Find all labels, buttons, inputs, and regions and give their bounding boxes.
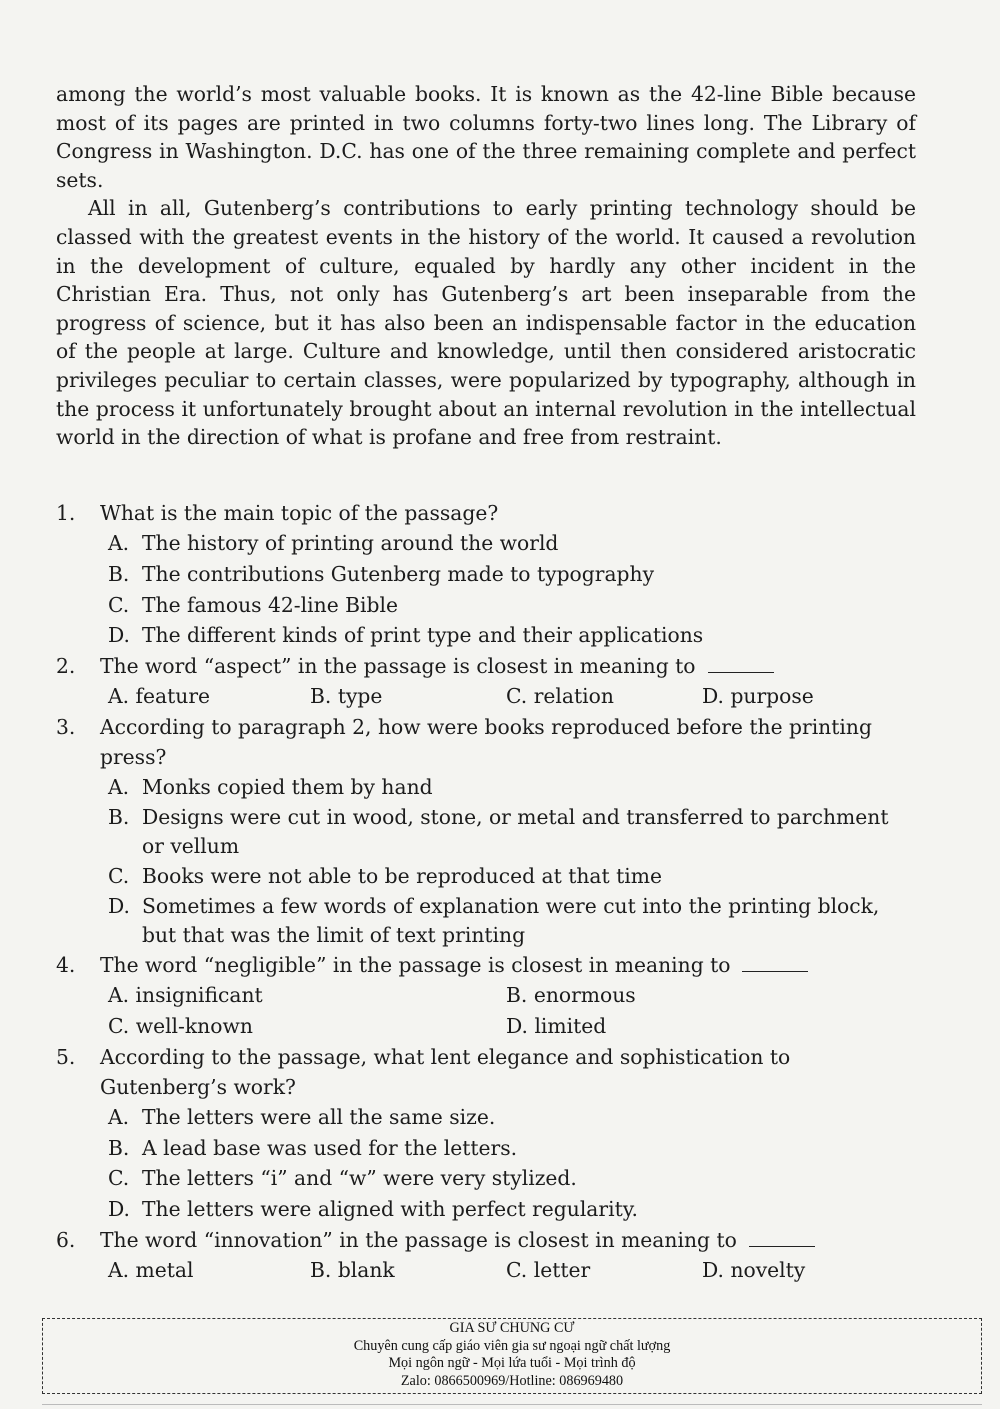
question-stem: According to paragraph 2, how were books reproduced before the printing press?: [100, 715, 872, 770]
option-c[interactable]: [56, 861, 916, 892]
option-text: The letters “i” and “w” were very stylized.: [142, 1166, 577, 1191]
option-text: Designs were cut in wood, stone, or metal and transferred to parchment or vellum: [142, 804, 889, 858]
option-c[interactable]: [56, 590, 916, 621]
option-text: A lead base was used for the letters.: [142, 1135, 518, 1160]
option-text: well-known: [135, 1013, 253, 1038]
option-letter: A.: [108, 531, 130, 555]
bottom-divider: [42, 1404, 982, 1405]
option-text: The famous 42-line Bible: [142, 592, 399, 617]
question-list: [56, 498, 916, 1286]
option-letter: C.: [506, 1257, 528, 1282]
option-letter: C.: [108, 1166, 130, 1191]
question-5: [56, 1042, 916, 1225]
option-letter: C.: [108, 863, 130, 888]
option-letter: D.: [108, 893, 130, 918]
option-text: The different kinds of print type and their applications: [142, 623, 704, 648]
footer-line-2: Mọi ngôn ngữ - Mọi lứa tuổi - Mọi trình độ: [388, 1355, 636, 1372]
question-number: 3.: [56, 715, 76, 740]
option-c[interactable]: [506, 1255, 702, 1286]
question-1: [56, 498, 916, 651]
option-letter: A.: [108, 775, 130, 800]
option-c[interactable]: [108, 1011, 506, 1042]
option-letter: D.: [506, 1013, 528, 1038]
option-text: purpose: [730, 684, 814, 709]
option-letter: A.: [108, 1104, 130, 1129]
question-stem: According to the passage, what lent elegance and sophistication to Gutenberg’s work?: [100, 1044, 791, 1099]
option-c[interactable]: [506, 681, 702, 712]
option-letter: B.: [310, 1257, 332, 1282]
option-letter: A.: [108, 1257, 130, 1282]
question-2: [56, 651, 916, 712]
option-b[interactable]: [56, 803, 916, 861]
option-text: blank: [337, 1257, 395, 1282]
question-number: 5.: [56, 1044, 76, 1069]
option-text: Books were not able to be reproduced at that time: [142, 863, 662, 888]
option-a[interactable]: [56, 772, 916, 803]
option-text: Sometimes a few words of explanation were cut into the printing block, but that was the limit of text printing: [142, 893, 880, 947]
option-text: type: [337, 684, 383, 709]
option-letter: D.: [108, 623, 130, 648]
question-stem: What is the main topic of the passage?: [100, 501, 499, 525]
question-number: 2.: [56, 654, 76, 679]
option-d[interactable]: [56, 1194, 916, 1225]
option-b[interactable]: [506, 980, 886, 1011]
option-text: The letters were all the same size.: [142, 1104, 496, 1129]
option-d[interactable]: [56, 620, 916, 651]
option-a[interactable]: [56, 528, 916, 559]
option-a[interactable]: [108, 681, 310, 712]
question-6: [56, 1225, 916, 1286]
tutor-ad-footer: [42, 1318, 982, 1394]
option-b[interactable]: [56, 1133, 916, 1164]
option-a[interactable]: [56, 1102, 916, 1133]
option-text: enormous: [533, 982, 636, 1007]
answer-blank[interactable]: [708, 654, 774, 673]
option-letter: D.: [108, 1197, 130, 1222]
option-text: The letters were aligned with perfect regularity.: [142, 1197, 638, 1222]
option-letter: C.: [506, 684, 528, 709]
question-3: [56, 712, 916, 950]
option-text: The history of printing around the world: [142, 531, 559, 555]
answer-blank[interactable]: [742, 953, 808, 972]
option-text: Monks copied them by hand: [142, 775, 433, 800]
option-a[interactable]: [108, 980, 506, 1011]
option-d[interactable]: [702, 1255, 902, 1286]
option-letter: B.: [108, 804, 130, 829]
option-letter: B.: [506, 982, 528, 1007]
option-letter: D.: [702, 684, 724, 709]
option-d[interactable]: [506, 1011, 886, 1042]
answer-blank[interactable]: [749, 1228, 815, 1247]
option-text: The contributions Gutenberg made to typography: [142, 561, 655, 586]
option-letter: D.: [702, 1257, 724, 1282]
reading-passage: [56, 80, 916, 452]
option-b[interactable]: [310, 681, 506, 712]
option-text: metal: [135, 1257, 194, 1282]
option-b[interactable]: [56, 559, 916, 590]
option-letter: C.: [108, 592, 130, 617]
footer-line-1: Chuyên cung cấp giáo viên gia sư ngoại ngữ chất lượng: [353, 1337, 671, 1354]
option-b[interactable]: [310, 1255, 506, 1286]
question-number: 1.: [56, 501, 76, 525]
option-text: novelty: [730, 1257, 806, 1282]
option-letter: B.: [108, 561, 130, 586]
option-d[interactable]: [56, 892, 916, 950]
footer-contact: Zalo: 0866500969/Hotline: 086969480: [400, 1372, 624, 1389]
option-text: feature: [135, 684, 211, 709]
option-text: letter: [533, 1257, 591, 1282]
option-text: insignificant: [135, 982, 263, 1007]
option-letter: B.: [310, 684, 332, 709]
option-c[interactable]: [56, 1163, 916, 1194]
option-text: relation: [533, 684, 614, 709]
option-text: limited: [534, 1013, 607, 1038]
question-number: 6.: [56, 1227, 76, 1252]
option-d[interactable]: [702, 681, 902, 712]
option-letter: A.: [108, 684, 130, 709]
option-letter: B.: [108, 1135, 130, 1160]
question-stem: The word “negligible” in the passage is closest in meaning to: [100, 952, 731, 977]
footer-title: GIA SƯ CHUNG CƯ: [449, 1320, 575, 1336]
option-letter: A.: [108, 982, 130, 1007]
passage-paragraph-2: All in all, Gutenberg’s contributions to early printing technology should be classed with the greatest events in the history of the world. It caused a revolution in the development of culture, equaled by hardly any other incident in the Christian Era. Thus, not only has Gutenberg’s art been inseparable from the progress of science, but it has also been an indispensable factor in the education of the people at large. Culture and knowledge, until then considered aristocratic privileges peculiar to certain classes, were popularized by typography, although in the process it unfortunately brought about an internal revolution in the intellectual world in the direction of what is profane and free from restraint.: [56, 196, 916, 450]
passage-paragraph-1: among the world’s most valuable books. It is known as the 42-line Bible because most of its pages are printed in two columns forty-two lines long. The Library of Congress in Washington. D.C. has one of the three remaining complete and perfect sets.: [56, 82, 916, 192]
question-stem: The word “innovation” in the passage is closest in meaning to: [100, 1227, 737, 1252]
question-stem: The word “aspect” in the passage is closest in meaning to: [100, 654, 696, 679]
option-a[interactable]: [108, 1255, 310, 1286]
option-letter: C.: [108, 1013, 130, 1038]
question-4: [56, 950, 916, 1042]
question-number: 4.: [56, 952, 76, 977]
